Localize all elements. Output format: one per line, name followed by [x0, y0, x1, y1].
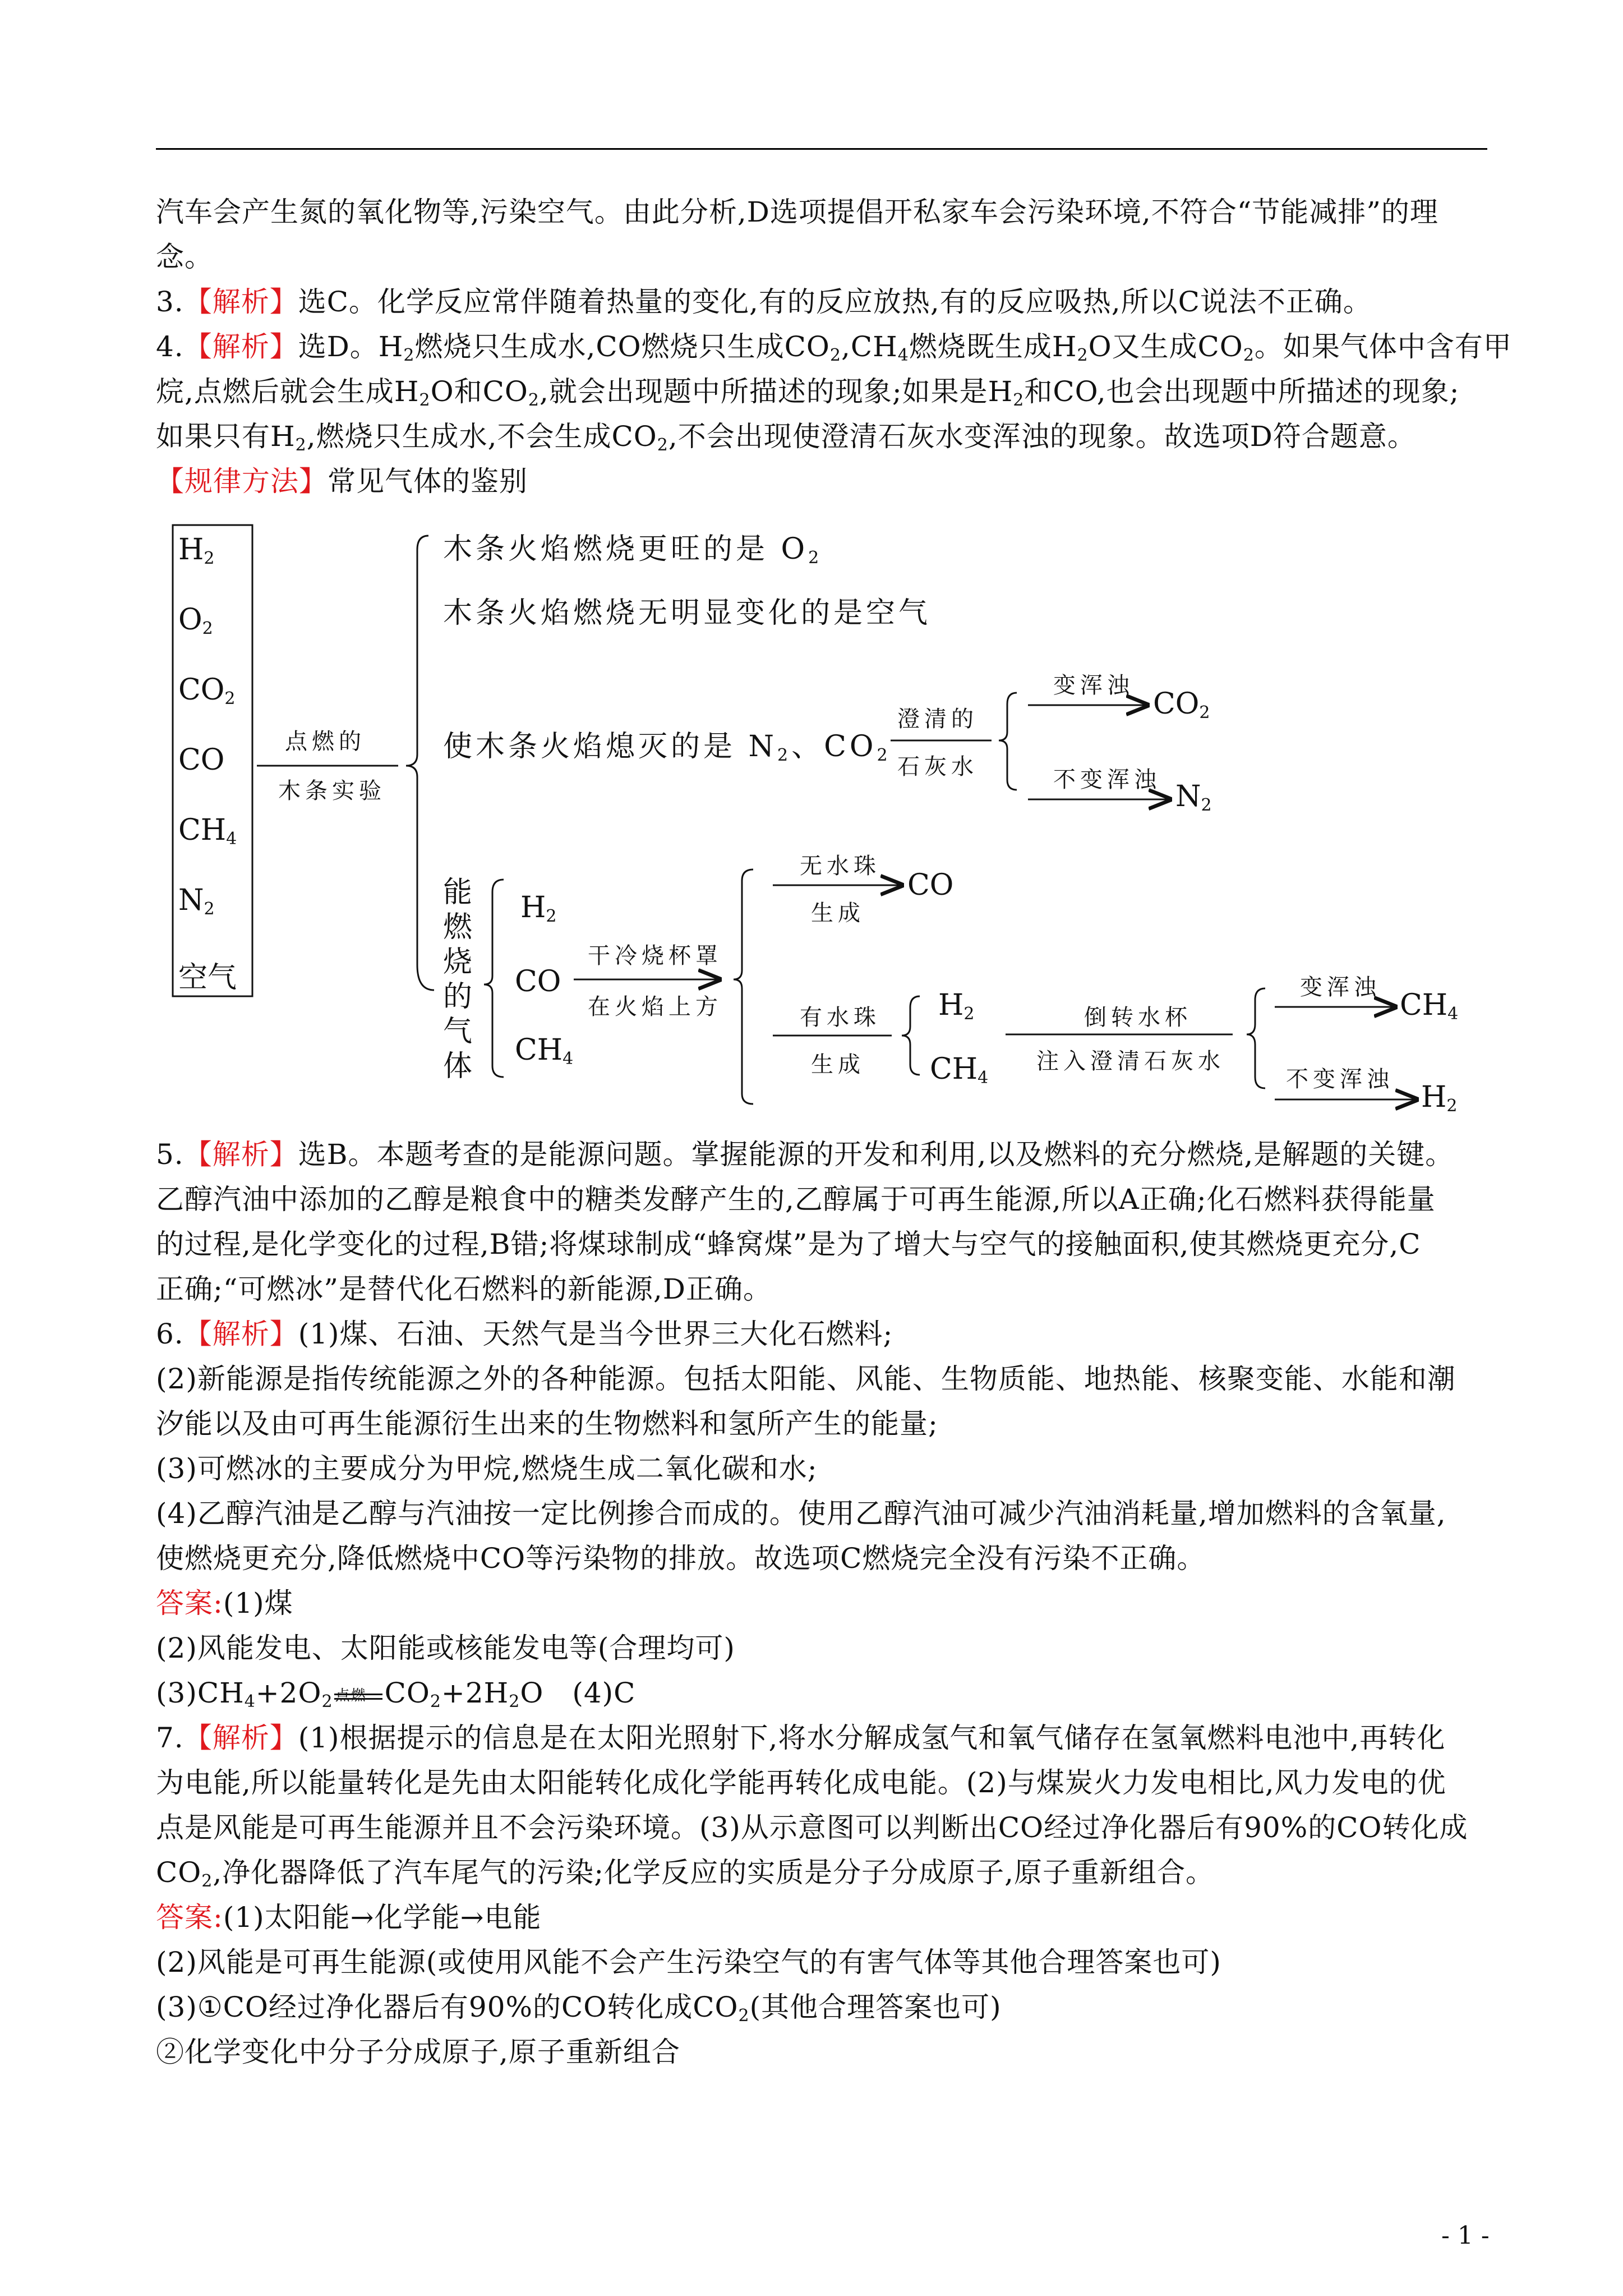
text-line: 使燃烧更充分,降低燃烧中CO等污染物的排放。故选项C燃烧完全没有污染不正确。: [156, 1542, 1206, 1575]
text-line: ②化学变化中分子分成原子,原子重新组合: [156, 2036, 680, 2068]
analysis-tag: 【解析】: [183, 1318, 298, 1350]
candidate-h2: $H_2$: [938, 988, 975, 1024]
equation-line: $(3)CH_4+2O_2$ 点燃 $CO_2+2H_2O$ (4)C: [156, 1677, 636, 1711]
q7-line: 7.【解析】(1)根据提示的信息是在太阳光照射下,将水分解成氢气和氧气储存在氢氧燃料电池中,再转化: [156, 1722, 1446, 1754]
page-number: - 1 -: [1441, 2221, 1490, 2250]
gas-n2: $N_2$: [178, 884, 215, 919]
brace-final: [1247, 988, 1265, 1088]
text-line: 点是风能是可再生能源并且不会污染环境。(3)从示意图可以判断出CO经过净化器后有90%的CO转化成: [156, 1811, 1468, 1844]
text-line: 烷,点燃后就会生成$H_2O$和$CO_2$,就会出现题中所描述的现象;如果是$H_2$和CO,也会出现题中所描述的现象;: [156, 375, 1460, 410]
gas-ch4: $CH_4$: [178, 813, 237, 849]
text-line: 汐能以及由可再生能源衍生出来的生物燃料和氢所产生的能量;: [156, 1407, 938, 1440]
analysis-tag: 【解析】: [183, 1138, 298, 1171]
analysis-tag: 【解析】: [183, 1722, 298, 1754]
reaction-condition: 点燃: [333, 1681, 385, 1709]
brace-combustible: [484, 984, 504, 1077]
brace-limewater: [999, 693, 1017, 790]
water-label: 有水珠: [800, 1005, 880, 1030]
turbid-label: 变浑浊: [1053, 673, 1134, 698]
combustible-ch4: $CH_4$: [515, 1033, 574, 1069]
arrow2-top-label: 澄清的: [897, 706, 978, 732]
candidate-ch4: $CH_4$: [930, 1052, 989, 1088]
arrow3-top-label: 干冷烧杯罩: [588, 943, 722, 969]
arrow3-bottom-label: 在火焰上方: [588, 994, 722, 1020]
final-turbid-label: 变浑浊: [1300, 974, 1381, 1000]
combustible-co: CO: [515, 965, 561, 999]
q4-line: 4.【解析】选D。$H_2$燃烧只生成水,CO燃烧只生成$CO_2,CH_4$燃烧既生成$H_2O$又生成$CO_2$。如果气体中含有甲: [156, 330, 1512, 365]
text-line: (2)新能源是指传统能源之外的各种能源。包括太阳能、风能、生物质能、地热能、核聚变能、水能和潮: [156, 1363, 1456, 1395]
text-line: 正确;“可燃冰”是替代化石燃料的新能源,D正确。: [156, 1273, 772, 1305]
gas-identification-diagram: [156, 516, 1485, 1116]
rule-method-line: 【规律方法】常见气体的鉴别: [156, 465, 528, 498]
gas-co: CO: [178, 743, 225, 777]
text-line: 的过程,是化学变化的过程,B错;将煤球制成“蜂窝煤”是为了增大与空气的接触面积,使其燃烧更充分,C: [156, 1228, 1421, 1260]
answer-tag: 答案:: [156, 1587, 223, 1619]
text-line: (2)风能是可再生能源(或使用风能不会产生污染空气的有害气体等其他合理答案也可): [156, 1946, 1221, 1978]
result-co: CO: [907, 868, 954, 902]
answer7-line: 答案:(1)太阳能→化学能→电能: [156, 1901, 542, 1934]
result-n2: $N_2$: [1175, 780, 1212, 815]
q5-line: 5.【解析】选B。本题考查的是能源问题。掌握能源的开发和利用,以及燃料的充分燃烧,是解题的关键。: [156, 1138, 1454, 1171]
arrow1-top-label: 点燃的: [285, 729, 366, 754]
answer-tag: 答案:: [156, 1901, 223, 1934]
result-h2: $H_2$: [1421, 1080, 1458, 1116]
brace-h2-ch4: [902, 996, 920, 1075]
arrow1-bottom-label: 木条实验: [278, 778, 386, 804]
not-turbid-label: 不变浑浊: [1053, 767, 1161, 793]
result-extinguish: 使木条火焰熄灭的是 $N_2$、$CO_2$: [443, 730, 891, 765]
result-ch4: $CH_4$: [1400, 988, 1459, 1024]
no-water-label: 无水珠: [800, 853, 880, 879]
rule-method-tag: 【规律方法】: [156, 465, 328, 498]
no-water-label-2: 生成: [811, 900, 865, 926]
arrow2-bottom-label: 石灰水: [897, 754, 978, 780]
text-line: 为电能,所以能量转化是先由太阳能转化成化学能再转化成电能。(2)与煤炭火力发电相比,风力发电的优: [156, 1766, 1446, 1799]
combustible-h2: $H_2$: [520, 891, 557, 926]
text-line: (2)风能发电、太阳能或核能发电等(合理均可): [156, 1632, 735, 1664]
gas-co2: $CO_2$: [178, 673, 236, 708]
text-line: 如果只有$H_2$,燃烧只生成水,不会生成$CO_2$,不会出现使澄清石灰水变浑浊的现象。故选项D符合题意。: [156, 420, 1416, 455]
main-brace: [406, 536, 434, 990]
gas-air: 空气: [178, 961, 237, 995]
gas-o2: $O_2$: [178, 603, 213, 638]
result-co2: $CO_2$: [1153, 687, 1210, 723]
water-label-2: 生成: [811, 1052, 865, 1078]
text-line: $CO_2$,净化器降低了汽车尾气的污染;化学反应的实质是分子分成原子,原子重新组合。: [156, 1856, 1214, 1891]
answer6-line: 答案:(1)煤: [156, 1587, 293, 1619]
text-line: 念。: [156, 241, 213, 273]
q6-line: 6.【解析】(1)煤、石油、天然气是当今世界三大化石燃料;: [156, 1318, 893, 1350]
arrow4-top-label: 倒转水杯: [1084, 1005, 1192, 1030]
gas-h2: $H_2$: [178, 533, 215, 568]
analysis-tag: 【解析】: [183, 330, 298, 363]
text-line: (4)乙醇汽油是乙醇与汽油按一定比例掺合而成的。使用乙醇汽油可减少汽油消耗量,增加燃料的含氧量,: [156, 1497, 1446, 1530]
q3-line: 3.【解析】选C。化学反应常伴随着热量的变化,有的反应放热,有的反应吸热,所以C说法不正确。: [156, 286, 1372, 318]
combustible-gas-label: 能 燃 烧 的 气 体: [443, 876, 473, 1083]
final-not-turbid-label: 不变浑浊: [1286, 1066, 1394, 1092]
result-air: 木条火焰燃烧无明显变化的是空气: [443, 596, 932, 630]
text-line: 乙醇汽油中添加的乙醇是粮食中的糖类发酵产生的,乙醇属于可再生能源,所以A正确;化石燃料获得能量: [156, 1183, 1436, 1216]
header-rule: [156, 148, 1487, 150]
text-line: (3)①CO经过净化器后有90%的CO转化成$CO_2$(其他合理答案也可): [156, 1991, 1002, 2026]
arrow4-bottom-label: 注入澄清石灰水: [1036, 1048, 1225, 1074]
brace-water-drops: [734, 869, 753, 1104]
result-o2: 木条火焰燃烧更旺的是 $O_2$: [443, 532, 823, 568]
text-line: 汽车会产生氮的氧化物等,污染空气。由此分析,D选项提倡开私家车会污染环境,不符合“节能减排”的理: [156, 196, 1438, 228]
text-line: (3)可燃冰的主要成分为甲烷,燃烧生成二氧化碳和水;: [156, 1452, 818, 1485]
analysis-tag: 【解析】: [183, 286, 298, 318]
